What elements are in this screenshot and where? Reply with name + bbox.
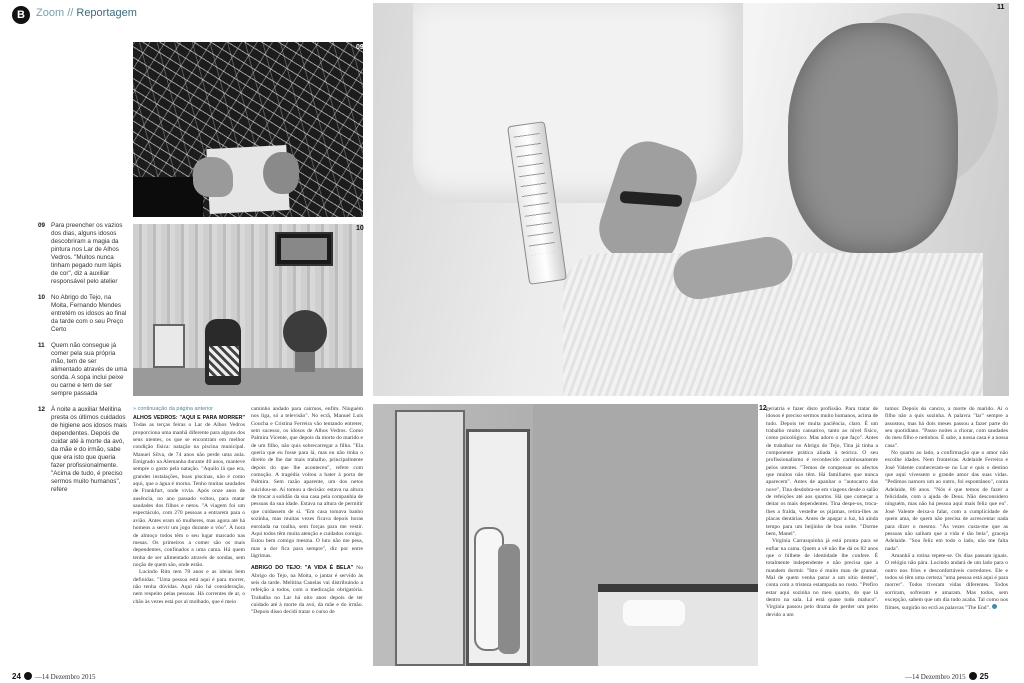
section-breadcrumb (36, 7, 137, 19)
photo-painting-pencils (133, 42, 363, 217)
article-column-2 (251, 406, 363, 667)
continuation-note (133, 406, 213, 412)
article-text: Virgínia Carrasquinha já está pronta para se enfiar na cama. Quem a vê não lhe dá os 82 anos que o bilhete de identidade lhe confere. É totalmente independente e não precisa que a mandem dormir. "Isto é muito mau de gramar. Mal de quem venha parar a um sítio destes", conta com a tristeza estampada no rosto. "Prefiro estar aqui sozinha no meu quarto, do que lá dentro na sala. Lá está quase tudo maluco". Virgínia passou pelo drama de perder um peito devido a um (766, 538, 878, 618)
footer-left: 24 —14 Dezembro 2015 (12, 672, 96, 681)
footer-date-right: 14 Dezembro 2015 (912, 673, 966, 681)
caption-09 (38, 222, 128, 286)
article-subheading: ALHOS VEDROS: "AQUI É PARA MORRER" (133, 415, 245, 421)
subsection-label: Reportagem (76, 7, 137, 19)
article-text: Lucindo Rito tem 78 anos e as ideias bem definidas. "Uma pessoa está aqui é para morrer, não tenha dúvidas. Aqui não há consideração, nem respeito pelas pessoas. Há correntes de ar, o chão às vezes está por al molhado, que é meio (133, 569, 245, 605)
photo-number-11: 11 (997, 4, 1005, 11)
caption-text: No Abrigo do Tejo, na Moita, Fernando Mendes entretém os idosos ao final da tarde com o seu Preço Certo (51, 294, 127, 333)
caption-text: Para preencher os vazios dos dias, alguns idosos descobriram a magia da pintura nos Lar de Alhos Vedros. "Muitos nunca tinham pegado num lápis de cor", diz a auxiliar responsável pelo atelier (51, 222, 123, 285)
page-number-right: 25 (979, 672, 989, 681)
photo-number-10: 10 (356, 225, 364, 232)
caption-number: 11 (38, 342, 45, 349)
caption-10 (38, 294, 128, 334)
article-paragraph (251, 406, 363, 560)
photo-number-12: 12 (759, 405, 767, 412)
article-text: Amanhã a rotina repete-se. Os dias passam iguais. O relógio não pára. Lucindo andará de um lado para o outro nos frios e desconfortáveis corredores. Ele e todos só têm uma certeza "uma pessoa está aqui é para morrer". Todos tiveram vidas diferentes. Todos sorriram, sofreram e amaram. Mas todos, sem excepção, sabem que um dia tudo acaba. Tal como nos filmes, surgirão no ecrã as palavras "The End". (885, 552, 1008, 612)
continuation-text: continuação da página anterior (137, 406, 214, 412)
article-text: geriatria e fazer disto profissão. Para tratar de idosos é preciso sermos muito humanos, acima de tudo. Depois ter muita paciência, claro. É um trabalho muito cansativo, tanto ao nível físico, como psicológico. Mas adoro o que faço". Antes de trabalhar no Abrigo do Tejo, Tina já tinha a componente prática aliada à teórica. O seu profissionalismo é reconhecido carinhosamente pelos utentes. "Temos de compensar os afectos que muitos não têm. Há familiares que nunca aparecem". Antes de apanhar o "autocarro das nove", Tina desdobra-se em viagens desde o salão de refeições até aos quartos. Há que começar a deitar os mais dependentes. Tina despe-os, troca-lhes a fralda, vestelhe os pijamas, retira-lhes as placas dentárias. Antes de apagar a luz, há ainda tempo para um beijinho de boa noite. "Dorme bem, Manel". (766, 406, 878, 537)
page-number-left: 24 (12, 672, 21, 681)
end-mark-icon (992, 604, 997, 609)
article-paragraph (885, 450, 1008, 553)
article-text: No quarto ao lado, a confirmação que o amor não escolhe idades. Nem fronteiras. Adelaide Ferreira e José Valente conheceram-se no Lar e quis o destino que aqui vivessem o grande amor das suas vidas. "Pedimos namoro um ao outro, foi espontâneo", conta Adelaide, 86 anos. "Nós é que temos de fazer a felicidade, com a ajuda de Deus. Não desconsidero ninguém, mas não há pessoa aqui mais feliz que eu". José Valente deixa-a falar, com a cumplicidade de quem ama, de quem não precisa de acrescentar nada para dizer o mesmo. "Às vezes custa-me que as pessoas não saibam que a vida é tão bela", graceja Adelaide. "Sou feliz em todo o lado, não me falta nada". (885, 450, 1008, 552)
footer-date-left: 14 Dezembro 2015 (41, 673, 96, 681)
article-subheading: ABRIGO DO TEJO: "A VIDA É BELA" (251, 565, 354, 572)
article-paragraph (766, 538, 878, 619)
section-label: Zoom (36, 7, 65, 19)
photo-tv-room (133, 224, 363, 396)
breadcrumb-separator: // (67, 7, 74, 19)
article-paragraph (133, 569, 245, 606)
photo-feeding-sonda (373, 3, 1009, 396)
article-column-1 (133, 415, 245, 667)
continuation-arrow-icon: » (133, 406, 137, 412)
article-text: No Abrigo do Tejo, na Moita, o jantar é servido às seis da tarde. Melitina Canelas vai distribuindo a refeição a todos, com a medicação obrigatória. Trabalha no Lar há oito anos depois de ter cuidado até à morte da avó, da mãe e do irmão. "Depois disso decidi tratar o curso de (251, 565, 363, 616)
brand-dot-icon (969, 672, 977, 680)
article-paragraph (766, 406, 878, 538)
article-column-4 (885, 406, 1008, 667)
footer-right: —14 Dezembro 2015 25 (905, 672, 989, 681)
caption-text: À noite a auxiliar Melitina presta os últimos cuidados de higiene aos idosos mais dependentes. Depois de cuidar até à morte da avó, da mãe e do irmão, sabe que era isto que queria fazer profissionalmente. "Acima de tudo, é preciso sermos muito humanos", refere (51, 406, 127, 493)
caption-12 (38, 406, 128, 494)
magazine-logo: B (12, 6, 30, 24)
caption-number: 09 (38, 222, 46, 229)
article-paragraph (133, 415, 245, 569)
article-column-3 (766, 406, 878, 667)
photo-night-care (373, 404, 758, 666)
article-text: tumor. Depois do cancro, a morte do marido. Aí o filho não a quis sozinha. A palavra "lar" sempre a assustou, mas há dois meses passou a fazer parte do seu quotidiano. "Passo noites a chorar, com saudades do meu filho e netinhos. É sabe, a nossa casa é a nossa casa". (885, 406, 1008, 449)
photo-number-09: 09 (356, 44, 364, 51)
article-text: Todas as terças feiras o Lar de Alhos Vedros proporciona uma manhã diferente para alguns dos seus utentes, os que se encontram em melhor condição física: natação na piscina municipal. Manuel Silva, de 74 anos não perde uma aula. Emigrado na Alemanha durante 40 anos, manteve sempre o gosto pela natação. "Aquilo lá que era, grandes instalações, boas piscinas, não é como aqui, que a água é morna. Tenho muitas saudades de Frankfurt, onde vivia. Após onze anos de ausência, no ano passado voltou, para matar saudades dos filhos e netos. "A viagem foi um espectáculo, com 270 pessoas a entrarem para o avião. Antes eram só mulheres, mas agora até há homens a servir um jogo durante o vôo". À hora de almoço todos têm o seu lugar marcado nas mesas. Os primeiros a comer são os mais dependentes, confinados a uma cama. Há quem tenha de ser alimentado através de sondas, sem noção de quem são, onde estão. (133, 422, 245, 568)
brand-dot-icon (24, 672, 32, 680)
article-paragraph (885, 406, 1008, 450)
caption-11 (38, 342, 128, 398)
caption-text: Quem não consegue já comer pela sua própria mão, tem de ser alimentado através de uma sonda. A sopa inclui peixe ou carne e tem de ser sempre passada (51, 342, 127, 397)
caption-number: 12 (38, 406, 46, 413)
article-paragraph (885, 553, 1008, 613)
article-paragraph (251, 565, 363, 616)
caption-number: 10 (38, 294, 46, 301)
article-text: caminho andado para cairmos, enfim. Ninguém nos liga, só a televisão". No ecrã, Manuel Luís Goucha e Cristina Ferreira vão tentando entreter, sem sucesso, os idosos de Alhos Vedros. Como Palmira Vicente, que depois da morte do marido e de um filho, não quis sobrecarregar a filha. "Ela queria que eu fosse para lá, mas eu não tinha o direito de lhe dar mais trabalho, principalmente depois do que lhe aconteceu", refere com comoção. A tragédia voltou a bater à porta de Palmira. Sem razão aparente, um dos netos suicidou-se. Aí tomou a decisão: estava na altura de trocar a solidão da sua casa pela companhia de pessoas da sua idade. Estava na altura de permitir que cuidassem de si. "Em casa tomava banho sozinha, mas muitas vezes ficava depois horas enrolada na toalha, sem forças para me vestir. Aqui todos têm muita atenção e cuidados comigo. Estou bem comigo mesma. O luto não me pesa, mas a dor fica para sempre", diz por entre lágrimas. (251, 406, 363, 559)
